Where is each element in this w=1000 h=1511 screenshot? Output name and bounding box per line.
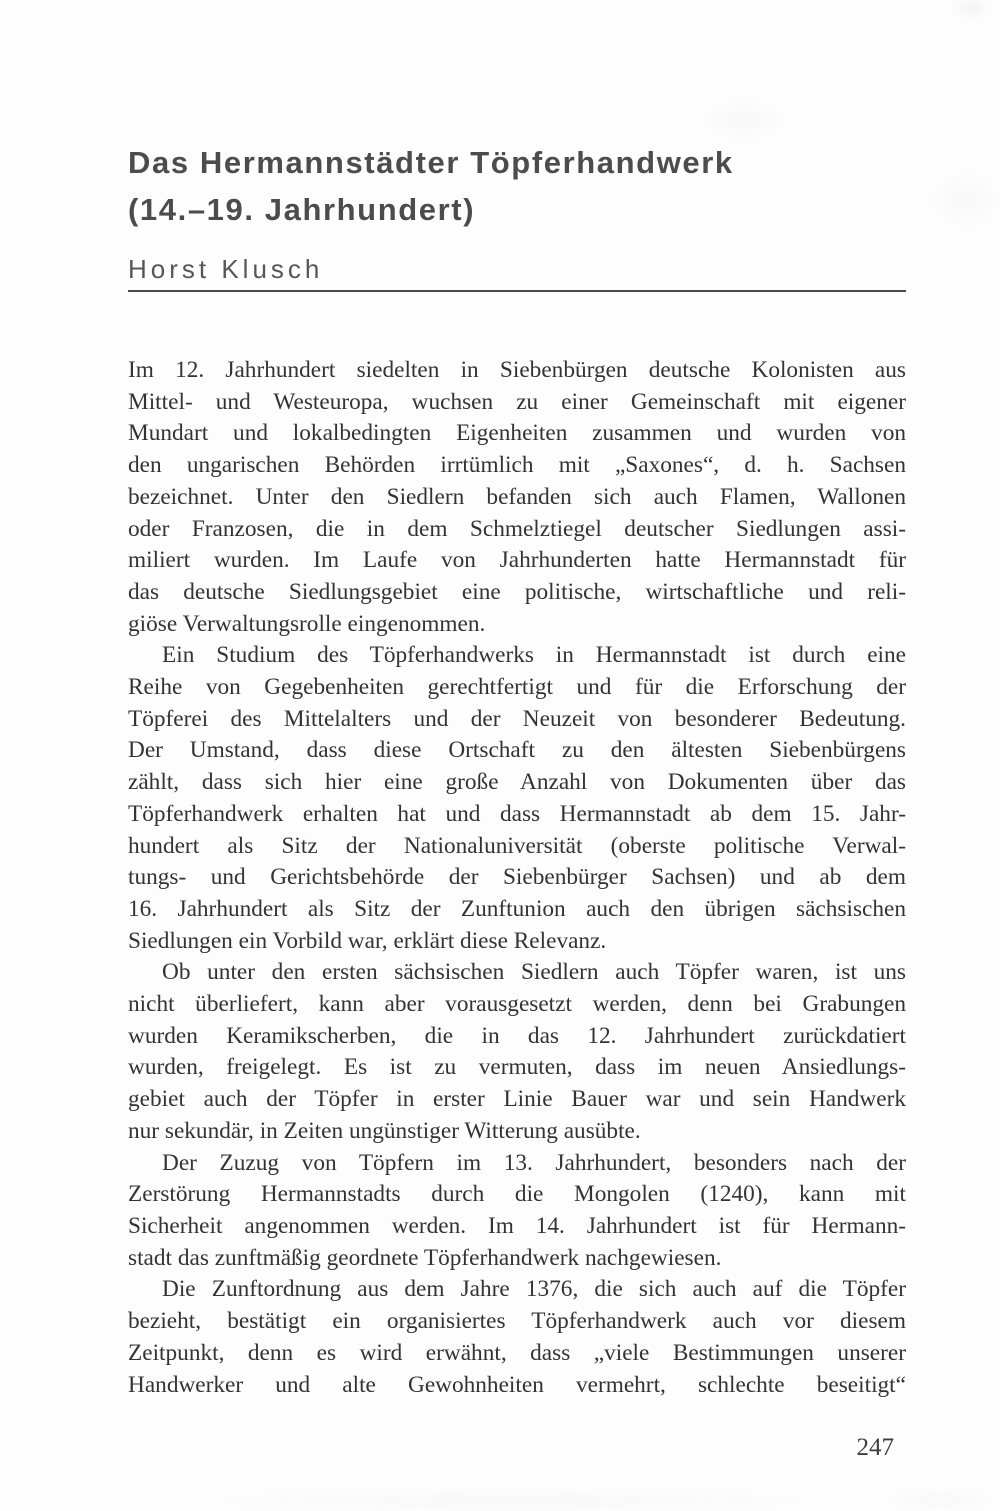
text-line: Mundart und lokalbedingten Eigenheiten zusammen und wurden von xyxy=(128,420,906,447)
article-title xyxy=(128,139,928,233)
text-line: miliert wurden. Im Laufe von Jahrhunderten hatte Hermannstadt für xyxy=(128,547,906,574)
article-title-line-2: (14.–19. Jahrhundert) xyxy=(128,192,476,227)
text-line: Reihe von Gegebenheiten gerechtfertigt und für die Erforschung der xyxy=(128,674,906,701)
paragraph-3 xyxy=(128,957,906,1147)
author-divider-rule xyxy=(128,290,906,292)
scan-artifact xyxy=(950,0,992,16)
article-body xyxy=(128,355,906,1401)
text-line: Zeitpunkt, denn es wird erwähnt, dass „viele Bestimmungen unserer xyxy=(128,1339,906,1366)
text-line: Ein Studium des Töpferhandwerks in Hermannstadt ist durch eine xyxy=(162,642,906,669)
text-line: Der Zuzug von Töpfern im 13. Jahrhundert, besonders nach der xyxy=(162,1149,906,1176)
text-line: 16. Jahrhundert als Sitz der Zunftunion auch den übrigen sächsischen xyxy=(128,895,906,922)
paragraph-2 xyxy=(128,640,906,957)
text-line: Siedlungen ein Vorbild war, erklärt diese Relevanz. xyxy=(128,927,607,954)
scan-artifact xyxy=(700,100,790,140)
text-line: nicht überliefert, kann aber vorausgesetzt werden, denn bei Grabungen xyxy=(128,991,906,1018)
text-line: Töpferei des Mittelalters und der Neuzeit von besonderer Bedeutung. xyxy=(128,705,906,732)
text-line: Handwerker und alte Gewohnheiten vermehrt, schlechte beseitigt“ xyxy=(128,1371,906,1398)
author-name: Horst Klusch xyxy=(128,254,324,284)
text-line: tungs- und Gerichtsbehörde der Siebenbürger Sachsen) und ab dem xyxy=(128,864,906,891)
text-line: wurden, freigelegt. Es ist zu vermuten, dass im neuen Ansiedlungs- xyxy=(128,1054,906,1081)
text-line: Mittel- und Westeuropa, wuchsen zu einer Gemeinschaft mit eigener xyxy=(128,388,906,415)
text-line: Töpferhandwerk erhalten hat und dass Hermannstadt ab dem 15. Jahr- xyxy=(128,800,906,827)
text-line: Der Umstand, dass diese Ortschaft zu den ältesten Siebenbürgens xyxy=(128,737,906,764)
text-line: bezeichnet. Unter den Siedlern befanden sich auch Flamen, Wallonen xyxy=(128,483,906,510)
text-line: hundert als Sitz der Nationaluniversität (oberste politische Verwal- xyxy=(128,832,906,859)
text-line: Im 12. Jahrhundert siedelten in Siebenbürgen deutsche Kolonisten aus xyxy=(128,357,906,383)
text-line: gebiet auch der Töpfer in erster Linie Bauer war und sein Handwerk xyxy=(128,1086,906,1113)
text-line: Ob unter den ersten sächsischen Siedlern auch Töpfer waren, ist uns xyxy=(162,959,906,986)
text-line: Zerstörung Hermannstadts durch die Mongolen (1240), kann mit xyxy=(128,1181,906,1208)
paragraph-1 xyxy=(128,355,906,640)
text-line: das deutsche Siedlungsgebiet eine politische, wirtschaftliche und reli- xyxy=(128,578,906,605)
article-title-line-1: Das Hermannstädter Töpferhandwerk xyxy=(128,145,734,180)
text-line: bezieht, bestätigt ein organisiertes Töpferhandwerk auch vor diesem xyxy=(128,1308,906,1335)
text-line: Sicherheit angenommen werden. Im 14. Jahrhundert ist für Hermann- xyxy=(128,1212,906,1239)
text-line: nur sekundär, in Zeiten ungünstiger Witterung ausübte. xyxy=(128,1117,641,1144)
text-line: Die Zunftordnung aus dem Jahre 1376, die sich auch auf die Töpfer xyxy=(162,1276,906,1303)
page-number: 247 xyxy=(856,1434,894,1461)
text-line: oder Franzosen, die in dem Schmelztiegel deutscher Siedlungen assi- xyxy=(128,515,906,542)
scan-artifact xyxy=(880,1490,1000,1510)
paragraph-5 xyxy=(128,1274,906,1401)
scan-artifact xyxy=(930,170,1000,230)
text-line: wurden Keramikscherben, die in das 12. Jahrhundert zurückdatiert xyxy=(128,1022,906,1049)
text-line: den ungarischen Behörden irrtümlich mit „Saxones“, d. h. Sachsen xyxy=(128,452,906,479)
paragraph-4 xyxy=(128,1148,906,1275)
text-line: giöse Verwaltungsrolle eingenommen. xyxy=(128,610,486,637)
text-line: stadt das zunftmäßig geordnete Töpferhandwerk nachgewiesen. xyxy=(128,1244,722,1271)
scan-artifact xyxy=(170,1492,850,1510)
text-line: zählt, dass sich hier eine große Anzahl von Dokumenten über das xyxy=(128,769,906,796)
